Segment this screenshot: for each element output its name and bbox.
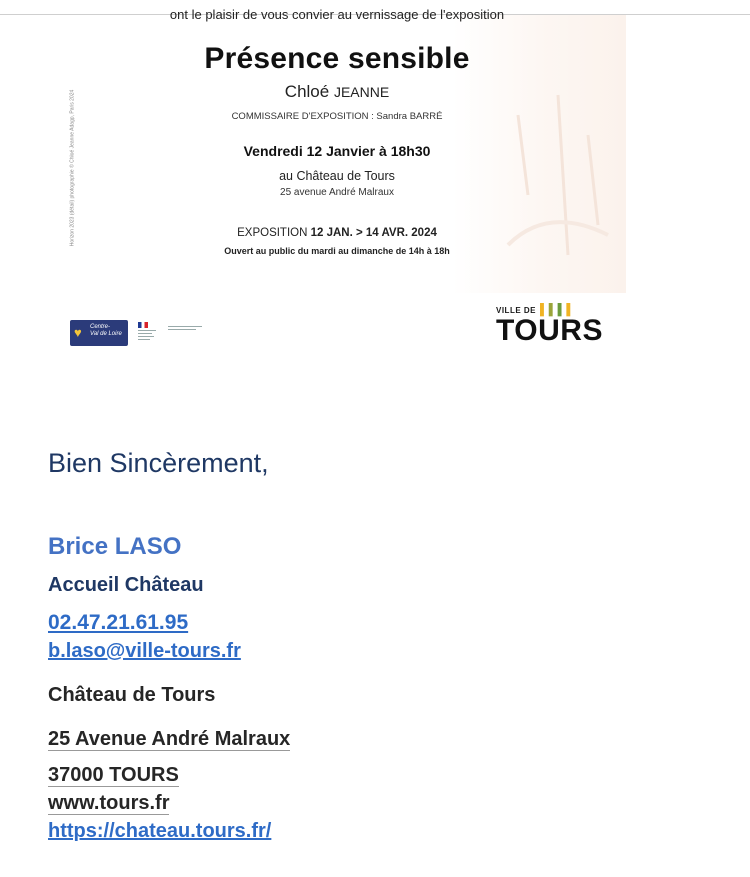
opening-address: 25 avenue André Malraux <box>280 187 394 198</box>
invitation-image <box>48 7 626 293</box>
phone-link[interactable]: 02.47.21.61.95 <box>48 611 189 634</box>
prefecture-logo <box>138 320 204 344</box>
artist-first-name: Chloé <box>284 82 330 101</box>
artwork-fragment <box>498 75 618 275</box>
tours-logo-word: TOURS <box>496 314 603 347</box>
signature-city: 37000 TOURS <box>48 764 179 786</box>
email-link[interactable]: b.laso@ville-tours.fr <box>48 640 241 662</box>
signature-name: Brice LASO <box>48 533 182 560</box>
region-logo-text: Centre- Val de Loire <box>90 324 122 337</box>
curator-line: COMMISSAIRE D'EXPOSITION : Sandra BARRÉ <box>231 111 443 122</box>
opening-hours: Ouvert au public du mardi au dimanche de 14h à 18h <box>224 246 450 256</box>
invitation-cut-text: ont le plaisir de vous convier au vernissage de l'exposition <box>169 7 505 22</box>
signature-place: Château de Tours <box>48 684 216 706</box>
closing-greeting: Bien Sincèrement, <box>48 448 269 478</box>
artist-last-name: JEANNE <box>333 84 390 100</box>
tours-logo-marks-icon: ▌▌▌▌ <box>540 304 576 316</box>
opening-date: Vendredi 12 Janvier à 18h30 <box>243 143 431 159</box>
french-flag-icon <box>138 322 148 328</box>
ville-de-tours-logo <box>496 302 608 348</box>
signature-address: 25 Avenue André Malraux <box>48 728 291 750</box>
exhibition-label: EXPOSITION <box>237 227 308 239</box>
signature-role: Accueil Château <box>48 574 204 596</box>
exhibition-date-range: 12 JAN. > 14 AVR. 2024 <box>310 227 437 239</box>
website-link[interactable]: www.tours.fr <box>48 792 170 814</box>
region-centre-val-de-loire-logo <box>70 320 128 346</box>
opening-place: au Château de Tours <box>279 169 395 183</box>
chateau-site-link[interactable]: https://chateau.tours.fr/ <box>48 820 272 842</box>
exhibition-title: Présence sensible <box>204 42 470 75</box>
photo-credit: Horizon 2023 (détail) photographie © Chloé Jeanne Adagp, Paris 2024 <box>69 89 76 247</box>
tours-logo-ville: VILLE DE <box>496 306 537 315</box>
heart-icon: ♥ <box>74 325 82 340</box>
